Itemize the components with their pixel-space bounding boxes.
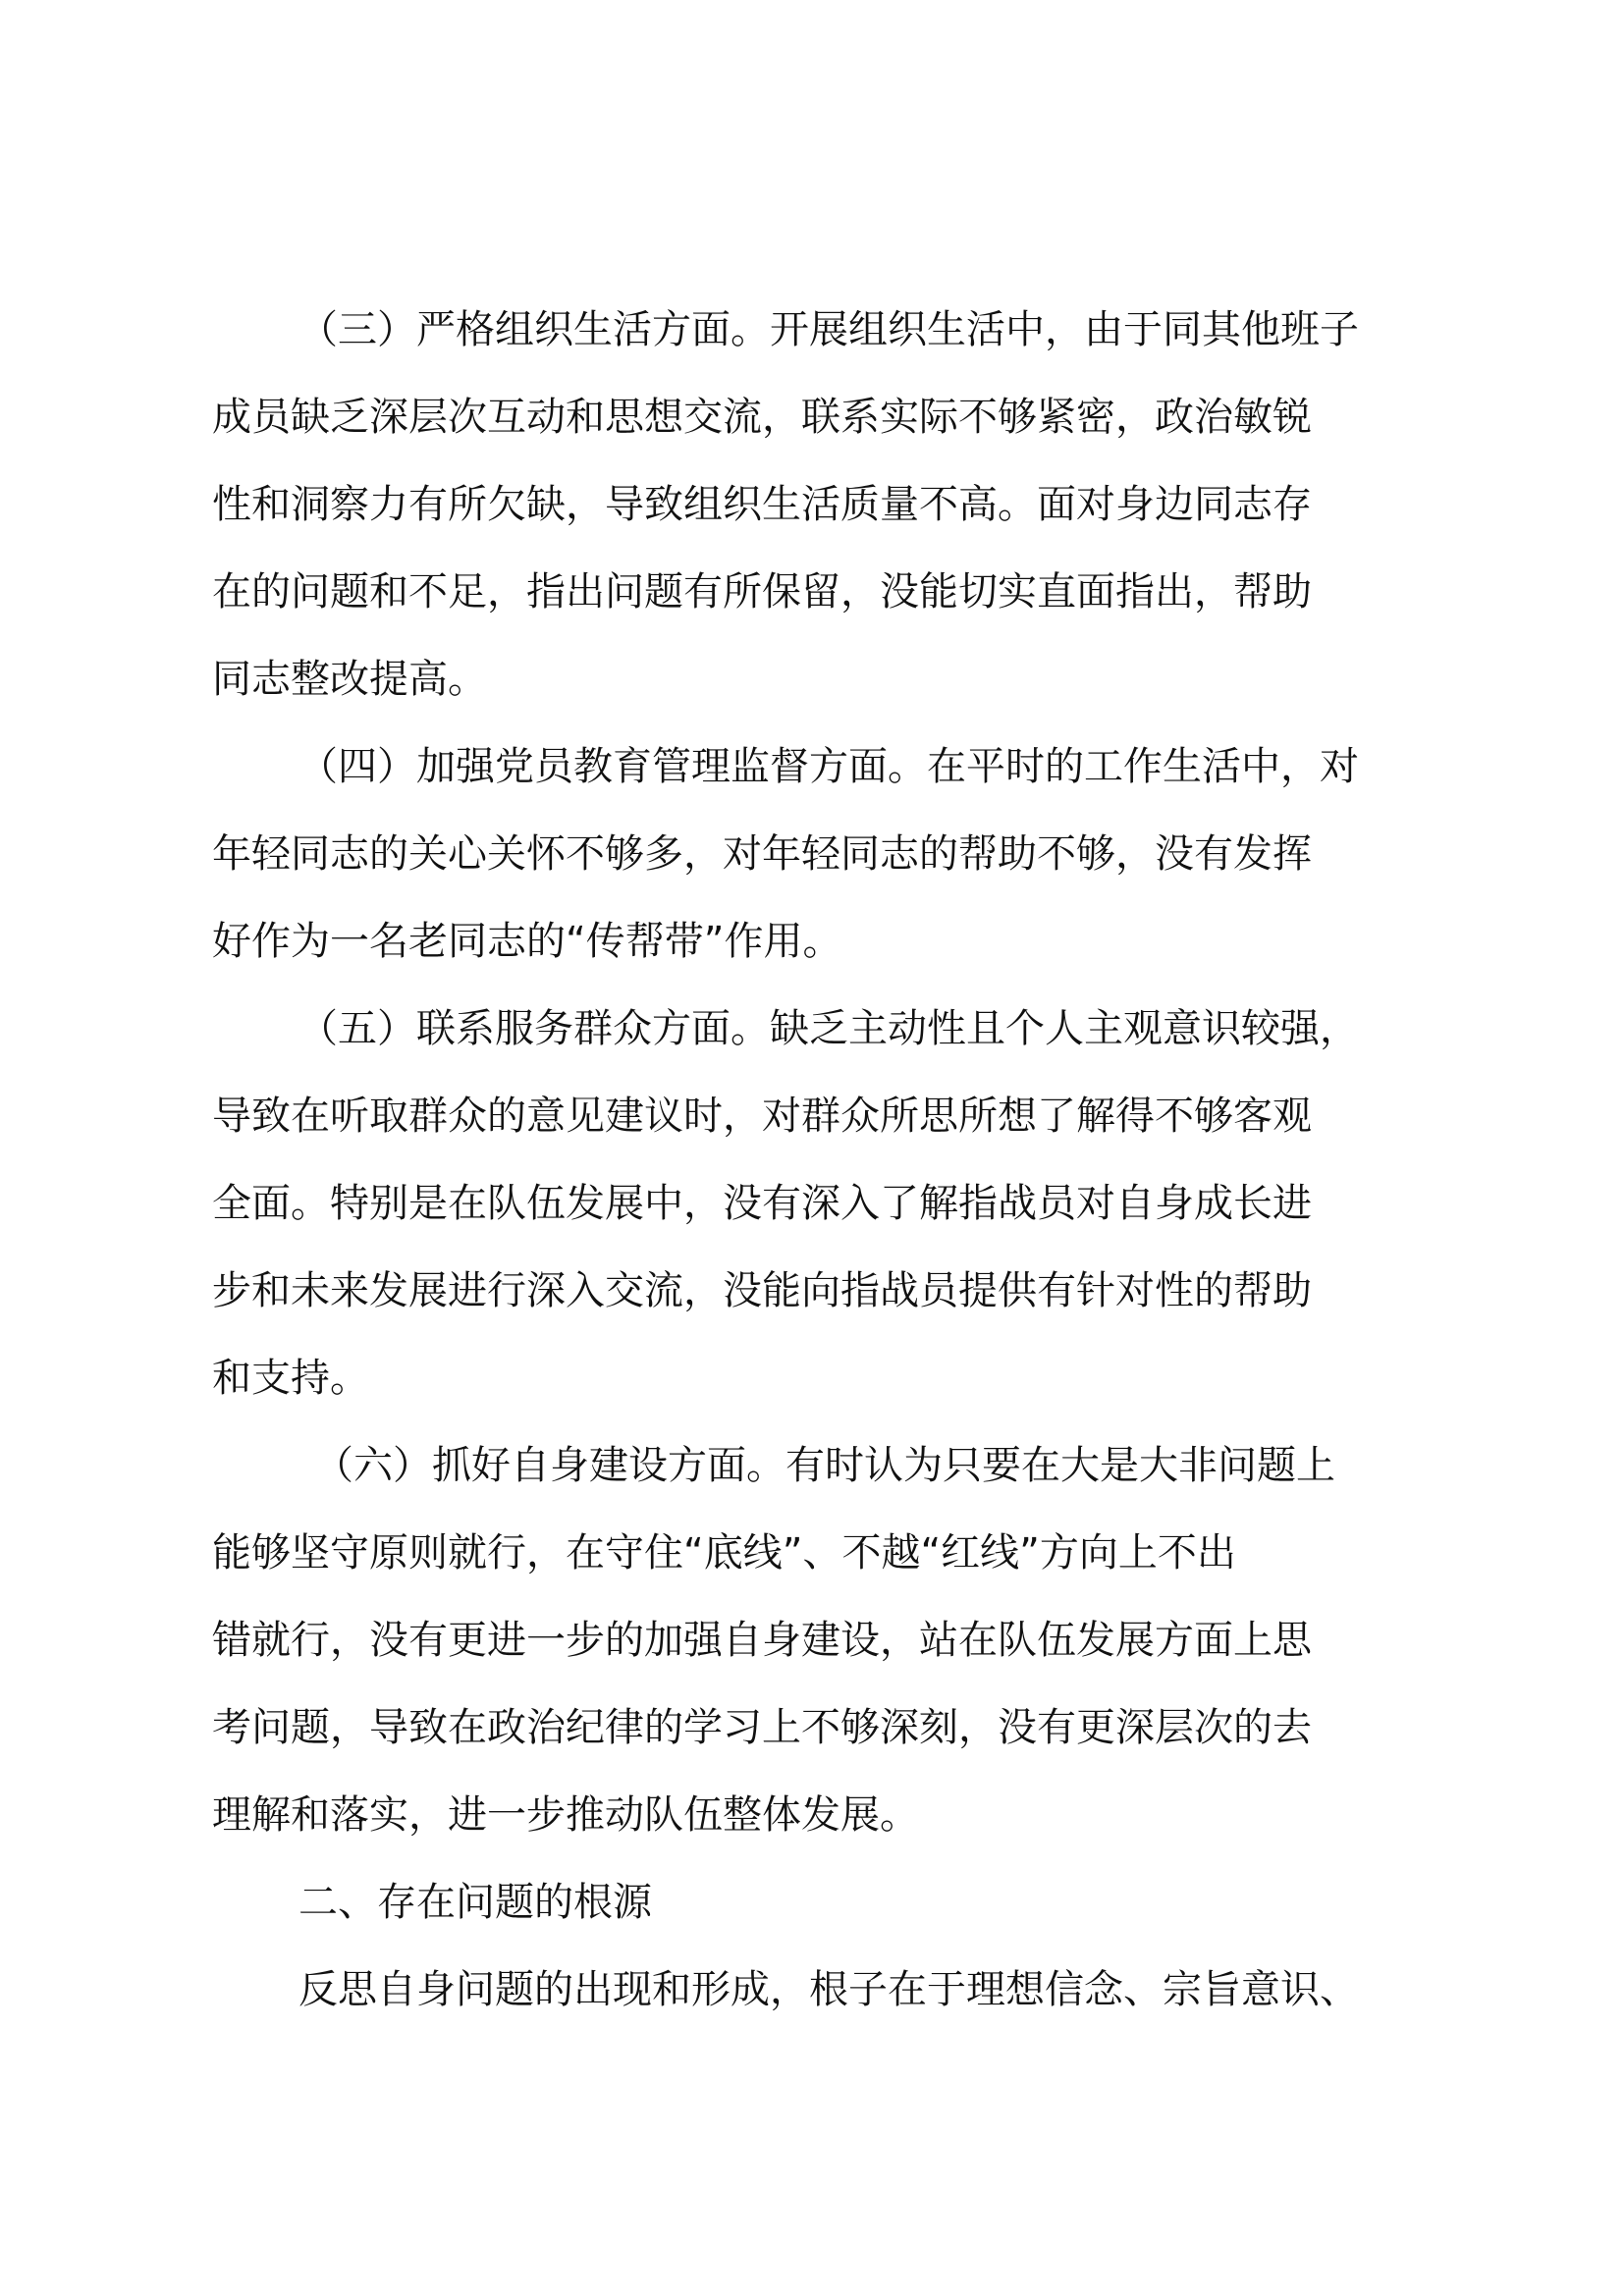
paragraph-line: 好作为一名老同志的“传帮带”作用。	[212, 919, 842, 964]
paragraph-line: （六）抓好自身建设方面。有时认为只要在大是大非问题上	[314, 1443, 1335, 1488]
paragraph-line: 理解和落实，进一步推动队伍整体发展。	[212, 1792, 919, 1838]
paragraph-line: 考问题，导致在政治纪律的学习上不够深刻，没有更深层次的去	[212, 1705, 1312, 1750]
paragraph-line: （五）联系服务群众方面。缺乏主动性且个人主观意识较强，	[298, 1006, 1359, 1051]
paragraph-line: （四）加强党员教育管理监督方面。在平时的工作生活中，对	[298, 744, 1359, 789]
paragraph-line: 步和未来发展进行深入交流，没能向指战员提供有针对性的帮助	[212, 1268, 1312, 1313]
paragraph-line: 在的问题和不足，指出问题有所保留，没能切实直面指出，帮助	[212, 569, 1312, 614]
paragraph-line: 和支持。	[212, 1356, 369, 1401]
document-body	[212, 287, 1430, 2034]
paragraph-line: 性和洞察力有所欠缺，导致组织生活质量不高。面对身边同志存	[212, 482, 1312, 527]
paragraph-reflection	[212, 1947, 1430, 2034]
paragraph-line: 全面。特别是在队伍发展中，没有深入了解指战员对自身成长进	[212, 1181, 1312, 1226]
paragraph-line: （三）严格组织生活方面。开展组织生活中，由于同其他班子	[298, 307, 1359, 352]
section-heading-root-causes	[212, 1859, 1430, 1947]
paragraph-line: 年轻同志的关心关怀不够多，对年轻同志的帮助不够，没有发挥	[212, 831, 1312, 877]
section-heading: 二、存在问题的根源	[298, 1880, 652, 1925]
paragraph-line: 错就行，没有更进一步的加强自身建设，站在队伍发展方面上思	[212, 1618, 1312, 1663]
paragraph-line: 同志整改提高。	[212, 657, 487, 702]
paragraph-organization-life	[212, 287, 1430, 723]
paragraph-line: 导致在听取群众的意见建议时，对群众所思所想了解得不够客观	[212, 1094, 1312, 1139]
paragraph-party-member-management	[212, 723, 1430, 986]
paragraph-serving-masses	[212, 986, 1430, 1422]
paragraph-line: 能够坚守原则就行，在守住“底线”、不越“红线”方向上不出	[212, 1530, 1236, 1575]
paragraph-self-building	[212, 1422, 1430, 1859]
paragraph-line: 反思自身问题的出现和形成，根子在于理想信念、宗旨意识、	[298, 1967, 1359, 2012]
paragraph-line: 成员缺乏深层次互动和思想交流，联系实际不够紧密，政治敏锐	[212, 395, 1312, 440]
